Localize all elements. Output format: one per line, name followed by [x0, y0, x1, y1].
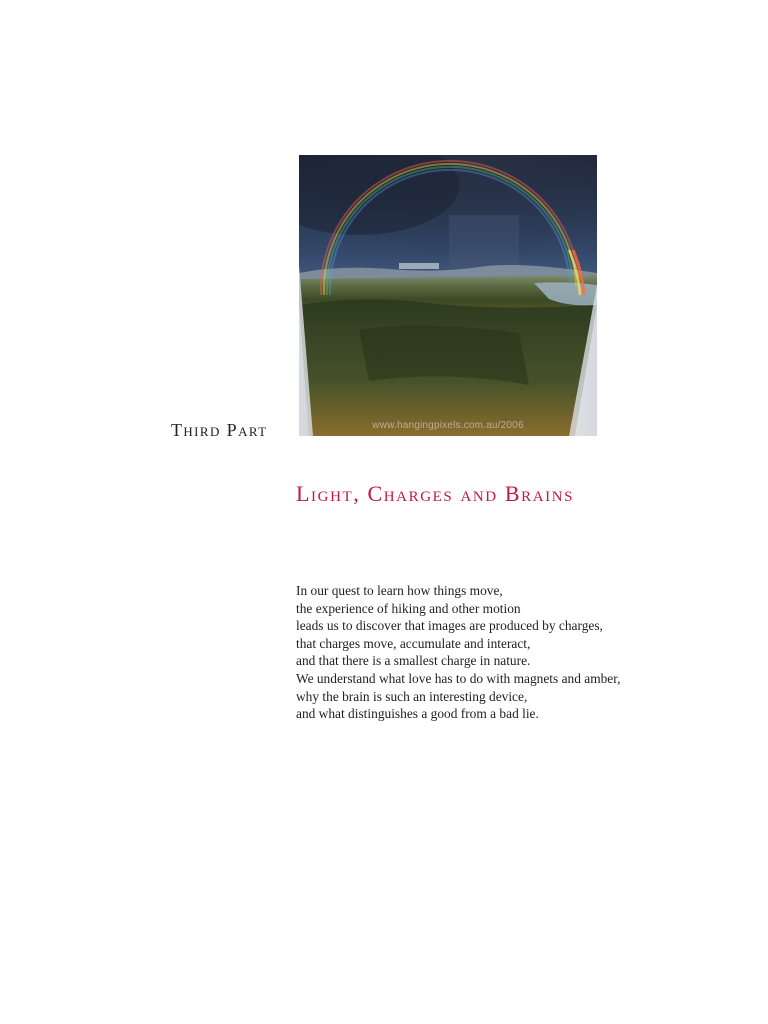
intro-line: that charges move, accumulate and interact,	[296, 635, 531, 651]
photo-watermark: www.hangingpixels.com.au/2006	[372, 420, 524, 431]
intro-line: the experience of hiking and other motion	[296, 600, 521, 616]
intro-paragraph	[296, 582, 656, 723]
intro-line: leads us to discover that images are produced by charges,	[296, 618, 603, 634]
chapter-title: Light, Charges and Brains	[296, 481, 575, 506]
intro-line: In our quest to learn how things move,	[296, 583, 503, 598]
intro-line: and what distinguishes a good from a bad lie.	[296, 706, 539, 722]
intro-line: why the brain is such an interesting device,	[296, 688, 528, 704]
rainbow-landscape-photo	[299, 155, 597, 436]
intro-line: We understand what love has to do with magnets and amber,	[296, 670, 621, 686]
part-label: Third Part	[171, 420, 268, 440]
intro-line: and that there is a smallest charge in nature.	[296, 653, 531, 669]
